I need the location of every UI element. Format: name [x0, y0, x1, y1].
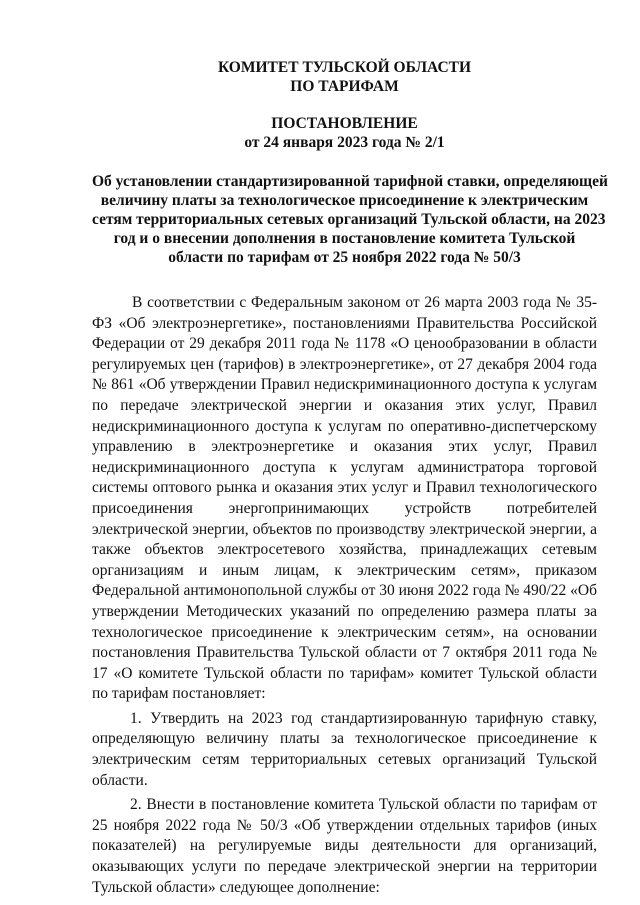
- committee-name-line-1: КОМИТЕТ ТУЛЬСКОЙ ОБЛАСТИ: [217, 59, 472, 76]
- preamble-paragraph: В соответствии с Федеральным законом от 26 марта 2003 года № 35-ФЗ «Об электроэнергетике», постановлениями Правительства Российской Федерации от 29 декабря 2011 года № 1178 «О ценообразовании в области регулируемых цен (тарифов) в электроэнергетике», от 27 декабря 2004 года № 861 «Об утверждении Правил недискриминационного доступа к услугам по передаче электрической энергии и оказания этих услуг, Правил недискриминационного доступа к услугам по оперативно-диспетчерскому управлению в электроэнергетике и оказания этих услуг, Правил недискриминационного доступа к услугам администратора торговой системы оптового рынка и оказания этих услуг и Правил технологического присоединения энергопринимающих устройств потребителей электрической энергии, объектов по производству электрической энергии, а также объектов электросетевого хозяйства, принадлежащих сетевым организациям и иным лицам, к электрическим сетям», приказом Федеральной антимонопольной службы от 30 июня 2022 года № 490/22 «Об утверждении Методических указаний по определению размера платы за технологическое присоединение к электрическим сетям», на основании постановления Правительства Тульской области от 7 октября 2011 года № 17 «О комитете Тульской области по тарифам» комитет Тульской области по тарифам постановляет:: [92, 294, 597, 703]
- subject-line: величину платы за технологическое присоединение к электрическим: [100, 192, 589, 209]
- committee-name-line-2: ПО ТАРИФАМ: [290, 78, 399, 95]
- document-page: [92, 58, 608, 902]
- subject-line: Об установлении стандартизированной тарифной ставки, определяющей: [92, 173, 608, 190]
- document-type: ПОСТАНОВЛЕНИЕ: [271, 115, 418, 132]
- document-subject: [92, 172, 608, 267]
- decree-title-block: [92, 114, 597, 152]
- clause-2-paragraph: 2. Внести в постановление комитета Тульской области по тарифам от 25 ноября 2022 года № 50/3 «Об утверждении отдельных тарифов (иных показателей) на регулируемые виды деятельности для организаций, оказывающих услуги по передаче электрической энергии на территории Тульской области» следующее дополнение:: [92, 796, 597, 896]
- subject-line: области по тарифам от 25 ноября 2022 года № 50/3: [168, 249, 521, 266]
- subject-line: сетям территориальных сетевых организаций Тульской области, на 2023: [92, 211, 606, 228]
- committee-header: [92, 58, 597, 96]
- subject-line: год и о внесении дополнения в постановление комитета Тульской: [113, 230, 576, 247]
- clause-1-paragraph: 1. Утвердить на 2023 год стандартизированную тарифную ставку, определяющую величину платы за технологическое присоединение к электрическим сетям территориальных сетевых организаций Тульской области.: [92, 709, 597, 789]
- document-date-number: от 24 января 2023 года № 2/1: [244, 134, 445, 151]
- document-body: [92, 293, 597, 898]
